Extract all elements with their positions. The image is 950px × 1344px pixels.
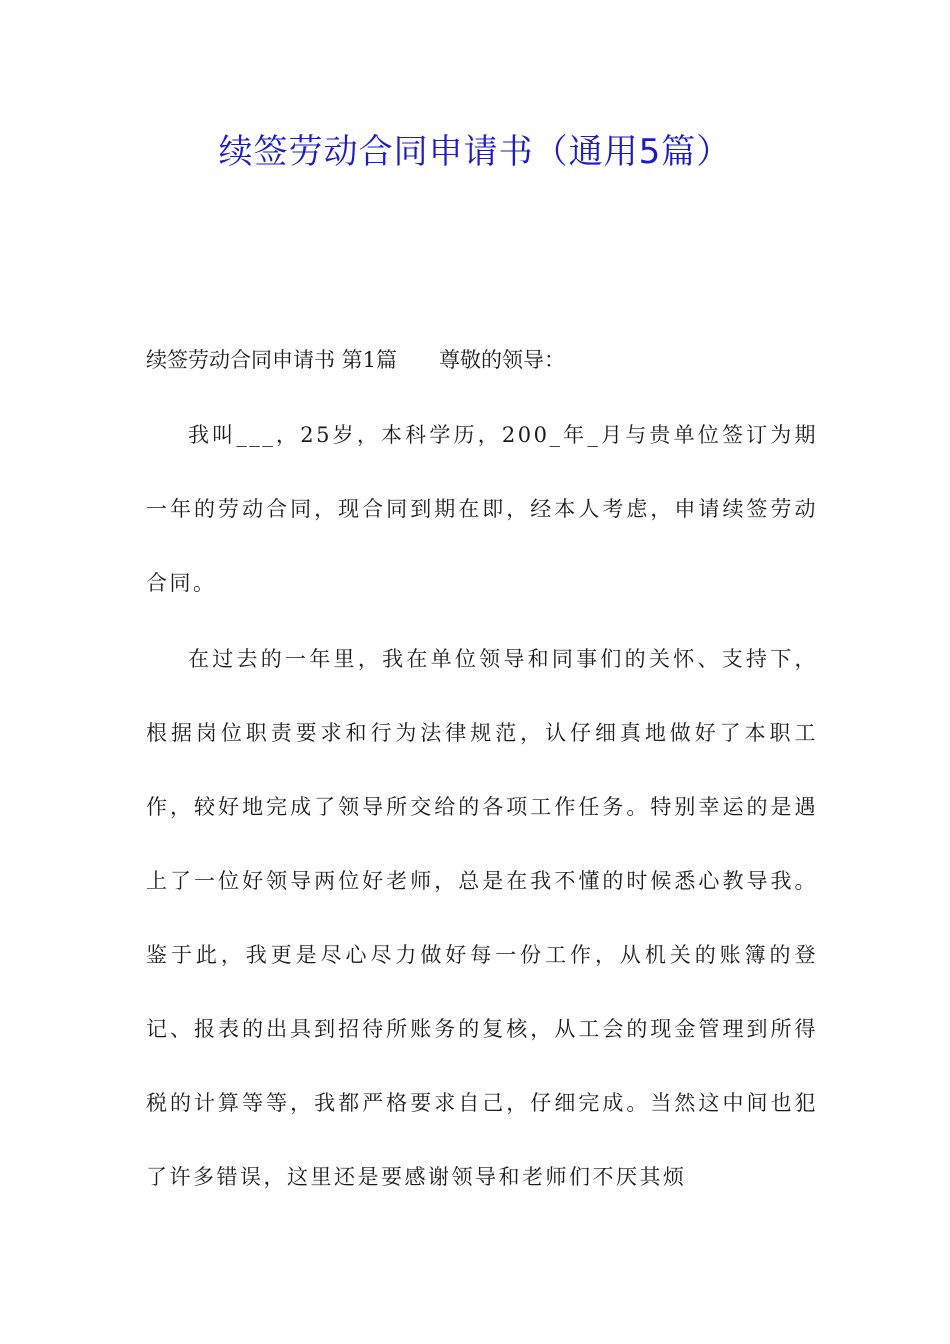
document-title: 续签劳动合同申请书（通用5篇） <box>218 132 732 172</box>
salutation: 尊敬的领导： <box>439 348 566 372</box>
paragraph-2: 在过去的一年里，我在单位领导和同事们的关怀、支持下，根据岗位职责要求和行为法律规范，认仔细真地做好了本职工作，较好地完成了领导所交给的各项工作任务。特别幸运的是遇上了一位好领导两位好老师，总是在我不懂的时候悉心教导我。鉴于此，我更是尽心尽力做好每一份工作，从机关的账簿的登记、报表的出具到招待所账务的复核，从工会的现金管理到所得税的计算等等，我都严格要求自己，仔细完成。当然这中间也犯了许多错误，这里还是要感谢领导和老师们不厌其烦 <box>146 647 818 1189</box>
section-heading-line <box>146 342 818 378</box>
paragraph-1: 我叫___，25岁，本科学历，200_年_月与贵单位签订为期一年的劳动合同，现合同到期在即，经本人考虑，申请续签劳动合同。 <box>146 423 818 595</box>
section-label: 续签劳动合同申请书 第1篇 <box>146 348 398 372</box>
